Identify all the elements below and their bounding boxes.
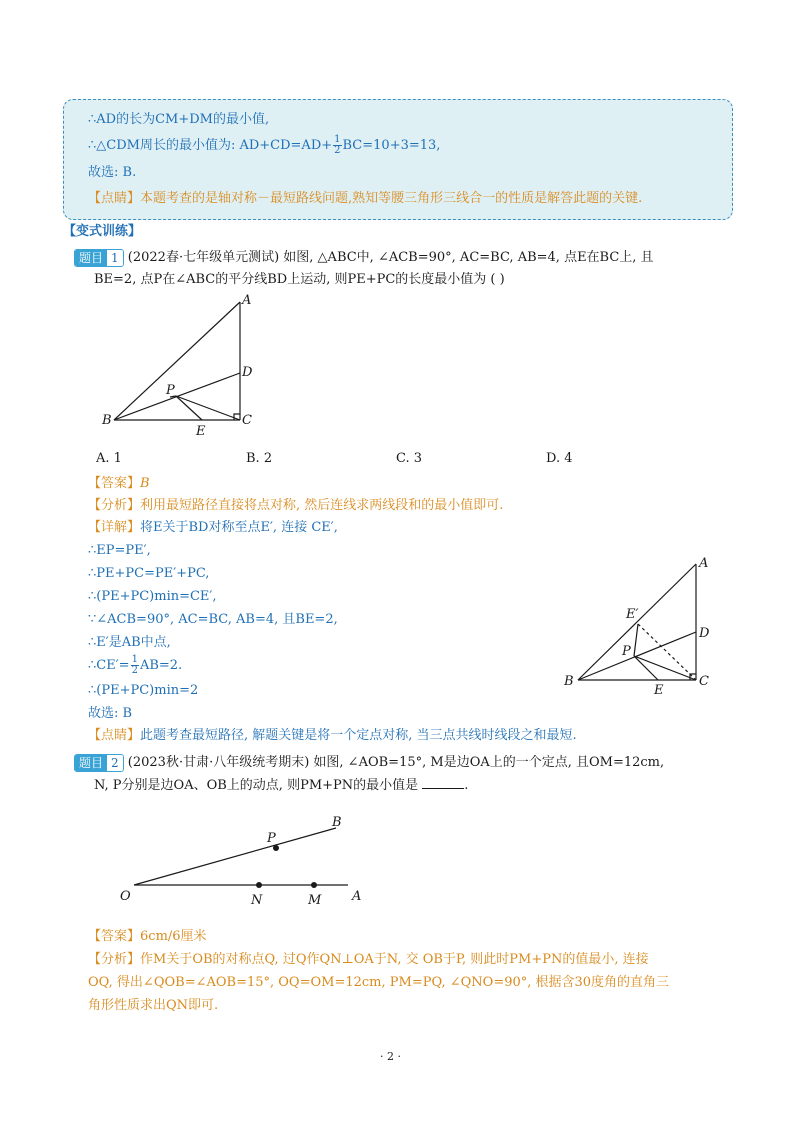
detail-text-7: ∴CE′= — [88, 658, 130, 673]
fig2-label-a: A — [699, 556, 709, 571]
fig2-label-b: B — [564, 674, 574, 689]
fig1-label-p: P — [166, 383, 175, 398]
ray-ob — [134, 828, 336, 885]
segment-pc — [176, 396, 240, 420]
q1-point — [88, 726, 577, 746]
segment-ab — [114, 302, 240, 420]
segment-pe — [176, 396, 202, 420]
fraction-numerator: 1 — [131, 654, 138, 665]
badge-label: 题目 — [75, 250, 107, 266]
detail-text-1: 将E关于BD对称至点E′, 连接 CE′, — [140, 520, 338, 535]
answer-value: 6cm/6厘米 — [140, 929, 207, 944]
analysis-label: 【分析】 — [88, 498, 141, 513]
q1-detail-line-1 — [88, 518, 338, 538]
q2-stem-line-2 — [94, 776, 468, 796]
fig2-label-e: E — [654, 683, 664, 697]
fig2-label-d: D — [699, 626, 710, 641]
q1-answer — [88, 474, 150, 494]
summary-line-2-b: BC=10+3=13, — [342, 138, 441, 153]
q1-figure — [96, 290, 266, 440]
q1-solution-figure — [560, 552, 730, 697]
q2-badge — [74, 754, 124, 772]
q2-stem-text-1: (2023秋·甘肃·八年级统考期末) 如图, ∠AOB=15°, M是边OA上的一个定点, 且OM=12cm, — [127, 755, 665, 770]
fig3-label-p: P — [267, 831, 276, 846]
fig1-label-b: B — [102, 413, 112, 428]
fig3-label-n: N — [251, 893, 263, 908]
q1-analysis — [88, 496, 503, 516]
q1-option-b: B. 2 — [246, 451, 273, 466]
q2-analysis-line-2: OQ, 得出∠QOB=∠AOB=15°, OQ=OM=12cm, PM=PQ, ∠QNO=90°, 根据含30度角的直角三 — [88, 975, 670, 990]
fraction-denominator: 2 — [131, 665, 138, 676]
page-number: · 2 · — [380, 1050, 401, 1063]
point-label: 【点睛】 — [88, 191, 141, 206]
summary-line-2-a: ∴△CDM周长的最小值为: AD+CD=AD+ — [88, 138, 333, 153]
q1-detail-line-3: ∴PE+PC=PE′+PC, — [88, 566, 210, 581]
badge-label: 题目 — [75, 755, 107, 771]
q1-stem-text-1: (2022春·七年级单元测试) 如图, △ABC中, ∠ACB=90°, AC=BC, AB=4, 点E在BC上, 且 — [127, 250, 654, 265]
q2-stem-end: . — [464, 778, 469, 793]
q1-detail-line-5: ∵∠ACB=90°, AC=BC, AB=4, 且BE=2, — [88, 612, 338, 627]
point-text: 此题考查最短路径, 解题关键是将一个定点对称, 当三点共线时线段之和最短. — [140, 728, 577, 743]
detail-label: 【详解】 — [88, 520, 141, 535]
segment-pc — [634, 656, 696, 680]
fig3-label-m: M — [308, 893, 322, 908]
fig1-label-e: E — [196, 424, 206, 439]
segment-pe — [634, 656, 658, 680]
q2-answer — [88, 927, 207, 947]
summary-line-2 — [88, 135, 440, 156]
analysis-text-1: 作M关于OB的对称点Q, 过Q作QN⊥OA于N, 交 OB于P, 则此时PM+PN的值最小, 连接 — [140, 952, 649, 967]
q2-stem-line-1 — [74, 753, 664, 773]
point-label: 【点睛】 — [88, 728, 141, 743]
fraction-denominator: 2 — [334, 145, 341, 156]
segment-pe2 — [634, 624, 638, 656]
q1-stem-line-1 — [74, 248, 654, 268]
fig2-label-p: P — [622, 644, 631, 659]
q1-option-c: C. 3 — [396, 451, 423, 466]
detail-text-7-tail: AB=2. — [139, 658, 183, 673]
answer-value: B — [140, 476, 150, 491]
fig3-label-o: O — [120, 889, 131, 904]
point-text: 本题考查的是轴对称－最短路线问题,熟知等腰三角形三线合一的性质是解答此题的关键. — [140, 191, 643, 206]
q1-stem-line-2: BE=2, 点P在∠ABC的平分线BD上运动, 则PE+PC的长度最小值为 ( ) — [94, 272, 505, 287]
q1-detail-line-8: ∴(PE+PC)min=2 — [88, 683, 199, 698]
fig1-label-d: D — [242, 365, 253, 380]
q1-option-d: D. 4 — [546, 451, 573, 466]
fig2-label-e-prime: E′ — [626, 607, 639, 622]
fig3-label-a: A — [352, 889, 362, 904]
summary-line-4 — [88, 189, 642, 209]
analysis-text: 利用最短路径直接将点对称, 然后连线求两线段和的最小值即可. — [140, 498, 504, 513]
analysis-label: 【分析】 — [88, 952, 141, 967]
summary-line-3: 故选: B. — [88, 165, 137, 180]
answer-label: 【答案】 — [88, 929, 141, 944]
q1-detail-line-6: ∴E′是AB中点, — [88, 635, 171, 650]
detail-fraction — [131, 655, 139, 676]
q1-detail-line-7 — [88, 655, 182, 676]
q1-detail-line-9: 故选: B — [88, 706, 133, 721]
q2-figure — [116, 808, 376, 908]
summary-line-1: ∴AD的长为CM+DM的最小值, — [88, 112, 270, 127]
q1-detail-line-4: ∴(PE+PC)min=CE′, — [88, 589, 217, 604]
point-m — [311, 882, 317, 888]
q1-badge — [74, 249, 124, 267]
q2-analysis-line-3: 角形性质求出QN即可. — [88, 998, 219, 1013]
answer-label: 【答案】 — [88, 476, 141, 491]
fig3-label-b: B — [332, 815, 342, 830]
badge-number: 2 — [107, 755, 123, 771]
point-n — [256, 882, 262, 888]
section-heading: 【变式训练】 — [63, 224, 142, 239]
badge-number: 1 — [107, 250, 123, 266]
q1-detail-line-2: ∴EP=PE′, — [88, 543, 151, 558]
fig2-label-c: C — [699, 674, 709, 689]
q2-analysis-line-1 — [88, 950, 649, 970]
answer-blank[interactable] — [422, 776, 464, 789]
summary-fraction — [333, 135, 341, 156]
q1-option-a: A. 1 — [96, 451, 122, 466]
fig1-label-c: C — [242, 413, 252, 428]
fraction-numerator: 1 — [334, 134, 341, 145]
q2-stem-text-2: N, P分别是边OA、OB上的动点, 则PM+PN的最小值是 — [94, 778, 419, 793]
fig1-label-a: A — [242, 293, 252, 308]
